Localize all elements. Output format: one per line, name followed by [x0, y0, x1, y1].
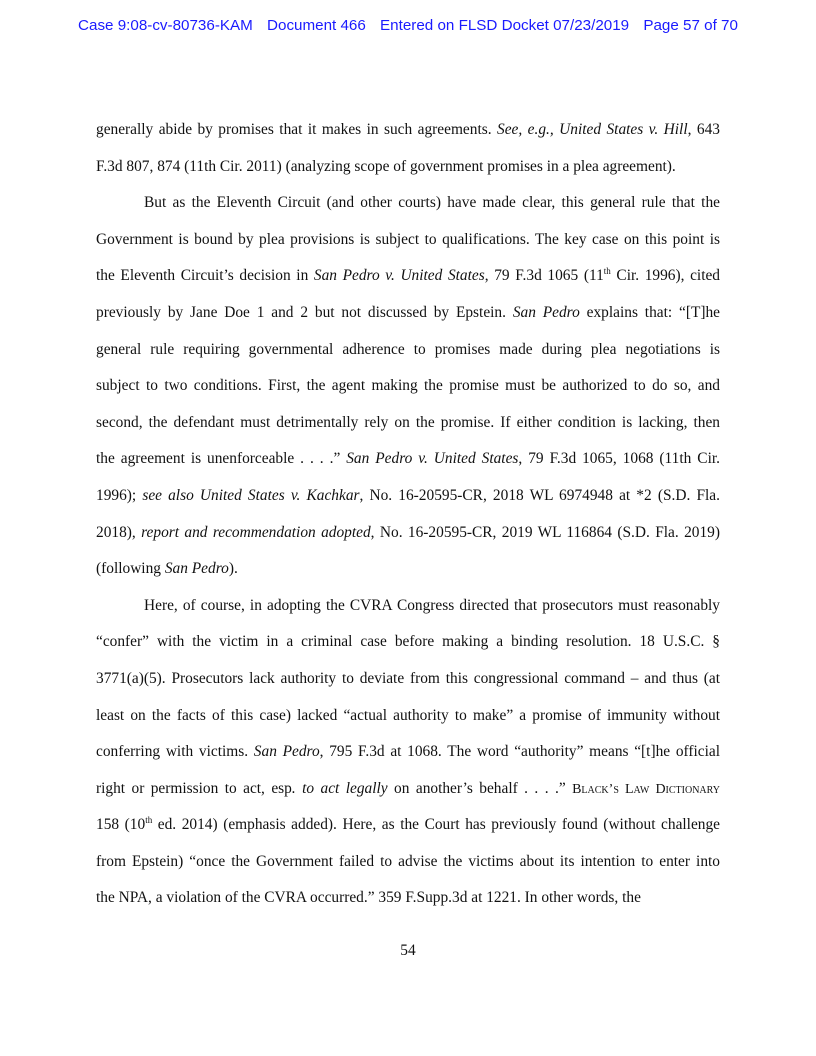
citation-italic: See, e.g., United States v. Hill [497, 121, 688, 138]
entered-date: Entered on FLSD Docket 07/23/2019 [380, 17, 630, 34]
text-line: least on the facts of this case) lacked “actual authority to make” a promise of immunity without [96, 706, 720, 724]
ordinal-superscript: th [603, 266, 611, 277]
page-count: Page 57 of 70 [643, 17, 738, 34]
text-line: generally abide by promises that it makes in such agreements. See, e.g., United States v. Hill, 643 [96, 121, 720, 138]
text-line: the Eleventh Circuit’s decision in San Pedro v. United States, 79 F.3d 1065 (11th Cir. 1996), cited [96, 266, 721, 285]
citation-italic: see also United States v. Kachkar [142, 486, 360, 504]
citation-italic: San Pedro [253, 743, 320, 761]
paragraph [96, 588, 720, 917]
citation-italic: San Pedro [164, 560, 229, 578]
text-line: previously by Jane Doe 1 and 2 but not discussed by Epstein. San Pedro explains that: “[T]he [96, 303, 720, 321]
text-line: Government is bound by plea provisions is subject to qualifications. The key case on this point is [96, 230, 720, 248]
text-line: 158 (10th ed. 2014) (emphasis added). Here, as the Court has previously found (without challenge [96, 815, 721, 834]
citation-italic: . to act legally [291, 779, 388, 797]
small-caps-citation: Black’s Law Dictionary [572, 781, 720, 797]
text-line: from Epstein) “once the Government failed to advise the victims about its intention to enter into [96, 852, 720, 870]
page-number: 54 [400, 942, 416, 959]
ordinal-superscript: th [145, 815, 153, 826]
text-line: the agreement is unenforceable . . . .” San Pedro v. United States, 79 F.3d 1065, 1068 (11th Cir. [96, 450, 720, 468]
text-line: 1996); see also United States v. Kachkar, No. 16-20595-CR, 2018 WL 6974948 at *2 (S.D. Fla. [96, 486, 720, 504]
text-line: the NPA, a violation of the CVRA occurred.” 359 F.Supp.3d at 1221. In other words, the [96, 889, 641, 907]
paragraph [96, 185, 720, 588]
citation-italic: report and recommendation adopted [141, 523, 371, 541]
text-line: But as the Eleventh Circuit (and other courts) have made clear, this general rule that the [144, 194, 720, 212]
text-line: F.3d 807, 874 (11th Cir. 2011) (analyzing scope of government promises in a plea agreement). [96, 157, 676, 175]
document-body [96, 112, 720, 917]
citation-italic: San Pedro v. United States [346, 450, 519, 468]
text-line: general rule requiring governmental adherence to promises made during plea negotiations is [96, 340, 720, 358]
text-line: Here, of course, in adopting the CVRA Congress directed that prosecutors must reasonably [144, 596, 720, 614]
paragraph [96, 112, 720, 185]
document-number: Document 466 [267, 17, 366, 34]
citation-italic: San Pedro v. United States [313, 267, 485, 285]
text-line: 3771(a)(5). Prosecutors lack authority to deviate from this congressional command – and thus (at [96, 669, 720, 687]
docket-header [0, 17, 816, 34]
text-line: right or permission to act, esp. to act legally on another’s behalf . . . .” Black’s Law Dictionary [96, 779, 720, 797]
case-number: Case 9:08-cv-80736-KAM [78, 17, 253, 34]
text-line: second, the defendant must detrimentally rely on the promise. If either condition is lacking, then [96, 413, 720, 431]
text-line: subject to two conditions. First, the agent making the promise must be authorized to do so, and [96, 377, 720, 395]
text-line: (following San Pedro). [96, 560, 238, 578]
citation-italic: San Pedro [512, 303, 580, 321]
text-line: 2018), report and recommendation adopted, No. 16-20595-CR, 2019 WL 116864 (S.D. Fla. 2019) [96, 523, 720, 541]
text-line: “confer” with the victim in a criminal case before making a binding resolution. 18 U.S.C. § [96, 633, 720, 651]
text-line: conferring with victims. San Pedro, 795 F.3d at 1068. The word “authority” means “[t]he official [96, 743, 720, 761]
